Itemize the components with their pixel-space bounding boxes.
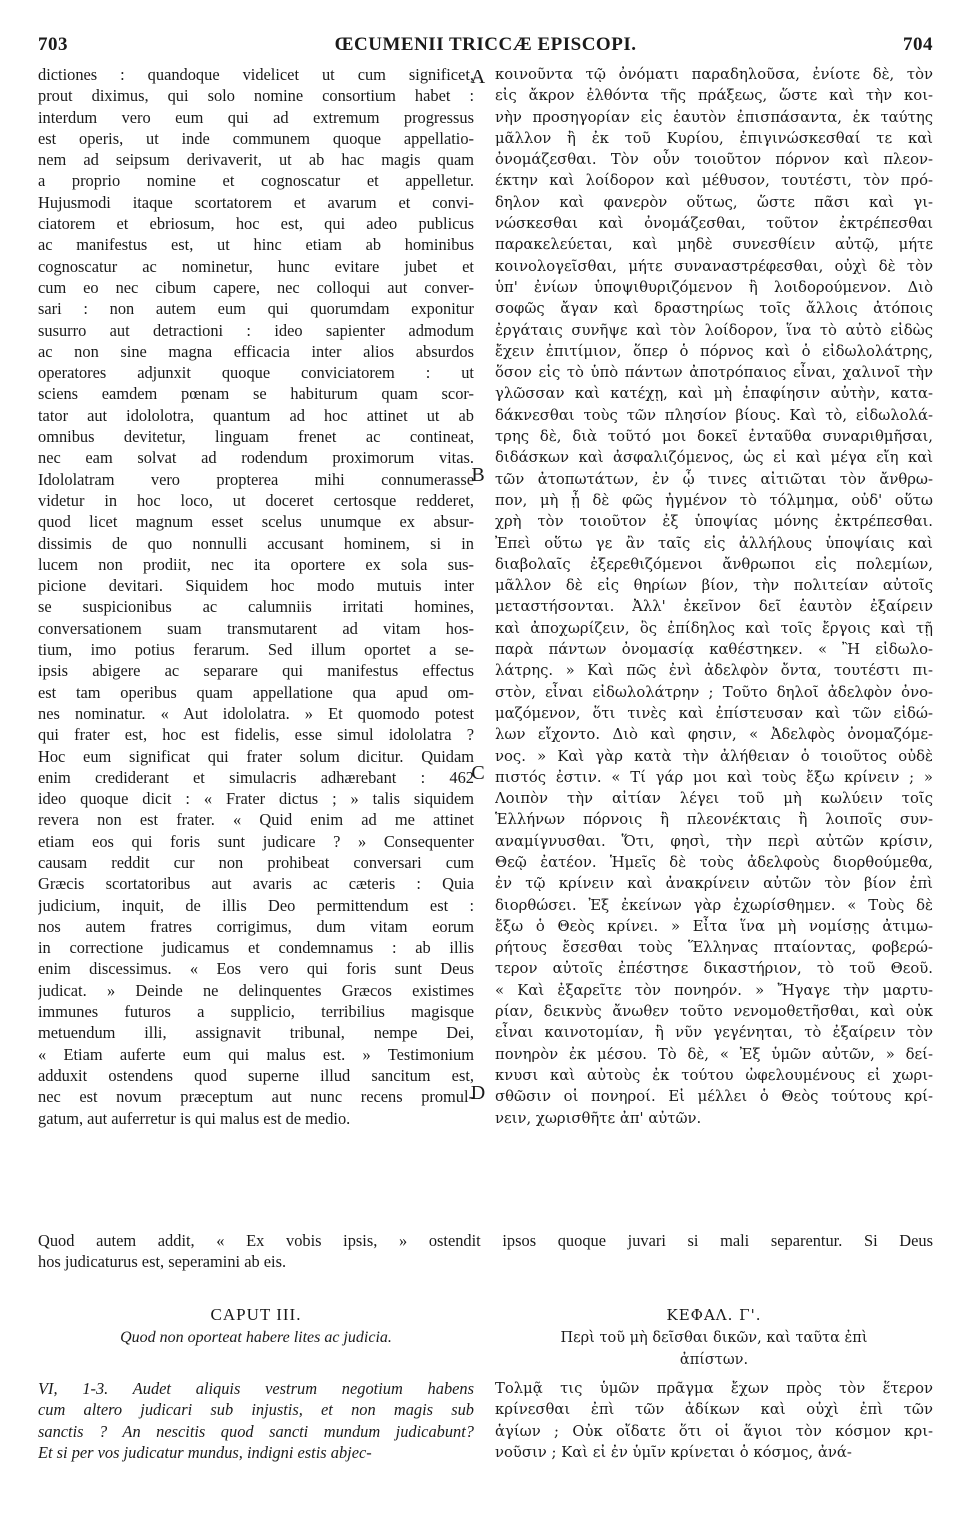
text-line: lucem non prodiit, nec ita oportere ex sola sus-: [38, 554, 474, 574]
text-line: Hujusmodi itaque scortatorem et avarum et convi-: [38, 192, 474, 212]
text-line: διαβολαῖς ἐξερεθιζόμενοι ἄνθρωποι εἰς πολεμίων,: [495, 555, 933, 573]
text-line: Idololatram vero propterea mihi connumerasse: [38, 469, 474, 489]
text-line: Θεῷ ἐατέον. Ἡμεῖς δὲ τοὺς ἀδελφοὺς διορθούμεθα,: [495, 853, 933, 871]
text-line: immunes futuros a supplicio, terribilius magisque: [38, 1002, 474, 1022]
text-line: νὴν προσηγορίαν εἰς ἑαυτὸν ἐπισπάσαντα, ἐκ ταύτης: [495, 108, 933, 126]
text-line: se suspicionibus ac calumniis irritati homines,: [38, 597, 474, 617]
text-line: conversationem suam transmutarent ad vitam hos-: [38, 618, 474, 638]
margin-marker-a: A: [470, 66, 486, 88]
text-line: γλῶσσαν καὶ κατέχῃ, καὶ μὴ ἐπαφίησιν αὐτὴν, κατα-: [495, 385, 933, 403]
text-line: ὅσον εἰς τὸ ὑπὸ πάντων ἀποτρόπαιος εἶναι, χαλινοῖ τὴν: [495, 364, 933, 382]
text-line: tium, imo potius ferarum. Sed illum oportet a se-: [38, 640, 474, 660]
text-line: ac manifestus est, ut hinc etiam ab hominibus: [38, 235, 474, 255]
text-line: cum altero judicari sub injustis, et non magis sub: [38, 1400, 474, 1420]
text-line: nec eam solvat ad rodendum proximorum vitas.: [38, 448, 474, 468]
text-line: ἐν τῷ κρίνειν καὶ ἀνακρίνειν αὐτῶν τὸν βίον ἐπὶ: [495, 875, 933, 893]
text-line: κνυσι καὶ αὐτοὺς ἐκ τούτου ὠφελουμένους εἰ χωρι-: [495, 1066, 933, 1084]
text-line: tator aut idololotra, quantum ad hoc attinet ut ab: [38, 405, 474, 425]
text-line: ipsis abigere ac separare qui manifestus effectus: [38, 661, 474, 681]
page-number-left: 703: [38, 34, 68, 55]
text-line: μᾶλλον δὲ εἰς θηρίων βίον, τὴν πολιτείαν αὐτοῖς: [495, 577, 933, 595]
text-line: νειν, χωρισθῆτε ἀπ' αὐτῶν.: [495, 1109, 702, 1127]
margin-marker-c: C: [471, 762, 485, 784]
text-line: dissimis de quo nonnulli accusant hominem, si in: [38, 533, 474, 553]
text-line: cognoscatur ac nominetur, hunc evitare jubet et: [38, 256, 474, 276]
chapter-heading-greek: [495, 1303, 933, 1371]
full-width-text: [38, 1230, 933, 1273]
text-line: sciens eamdem pœnam se habiturum quam scor-: [38, 384, 474, 404]
full-line: hos judicaturus est, seperamini ab eis.: [38, 1252, 287, 1272]
margin-marker-d: D: [470, 1082, 486, 1104]
text-line: cum eo nec cibum capere, nec colloqui aut conver-: [38, 277, 474, 297]
text-line: παρακελεύεται, καὶ μηδὲ συνεσθίειν αὐτῷ, μήτε: [495, 236, 933, 254]
chapter-text: [38, 1378, 933, 1463]
text-line: εἰς ἄκρον ἐλθόντα τῆς πράξεως, ὥστε καὶ τὴν κοι-: [495, 87, 933, 105]
text-line: ἁγίων ; Οὐκ οἴδατε ὅτι οἱ ἅγιοι τὸν κόσμον κρι-: [495, 1422, 933, 1440]
text-line: νος. » Καὶ γὰρ κατὰ τὴν ἀλήθειαν ὁ τοιοῦτος οὐδὲ: [495, 747, 933, 765]
text-line: πον, μὴ ᾖ δὲ φῶς ἠγμένον τὸ τόλμημα, οὐδ' οὕτω: [495, 491, 933, 509]
text-line: τῶν ἀτοπωτάτων, ἐν ᾧ τινες αἰτιῶται τὸν ἄνθρω-: [495, 470, 933, 488]
greek-column: [495, 64, 933, 1129]
text-line: ac non sine magna efficacia inter alios absurdos: [38, 341, 474, 361]
text-line: « Καὶ ἐξαρεῖτε τὸν πονηρόν. » Ἤγαγε τὴν μαρτυ-: [495, 981, 933, 999]
margin-marker-b: B: [471, 464, 485, 486]
text-line: κοινοῦντα τῷ ὀνόματι παραδηλοῦσα, ἐνίοτε δὲ, τὸν: [495, 66, 933, 83]
text-line: omnibus devitetur, linguam frenet ac contineat,: [38, 427, 474, 447]
text-line: « Etiam auferte eum qui malus est. » Testimonium: [38, 1044, 474, 1064]
text-line: revera non est frater. « Quid enim ad me attinet: [38, 810, 474, 830]
text-line: nem ad seipsum derivaverit, ut ab hac magis quam: [38, 150, 474, 170]
text-line: διδάσκων καὶ ἀσφαλιζόμενος, ὡς εἰ καὶ μέγα εἴη καὶ: [495, 449, 933, 467]
text-line: τρης δὲ, διὰ τοῦτό μοι δοκεῖ ἐνταῦθα συναριθμῆσαι,: [495, 428, 933, 446]
latin-column: [38, 64, 474, 1129]
text-line: Græcis scortatoribus aut avaris ac cæteris : Quia: [38, 874, 474, 894]
text-line: enim crediderant et simulacris adhærebant : 462: [38, 767, 474, 787]
text-line: judicium, inquit, de illis Deo permittendum est :: [38, 895, 474, 915]
chapter-subtitle-line: Περὶ τοῦ μὴ δεῖσθαι δικῶν, καὶ ταῦτα ἐπὶ: [560, 1330, 868, 1346]
text-line: adduxit ostendens quod superne illud sancitum est,: [38, 1065, 474, 1085]
text-line: enim discessimus. « Eos vero qui foris sunt Deus: [38, 959, 474, 979]
text-line: έκτην καὶ λοίδορον καὶ μέθυσον, τουτέστι, τὸν πρό-: [495, 172, 933, 190]
text-line: nes nominatur. « Aut idololatra. » Et quomodo potest: [38, 703, 474, 723]
text-line: σοφῶς ἄγαν καὶ δραστηρίως τοῖς ἄλλοις ἀτόποις: [495, 300, 933, 318]
text-line: παρὰ πάντων ὀνομασίᾳ καθέστηκεν. « Ἢ εἰδωλο-: [495, 641, 933, 659]
text-line: nec est novum præceptum aut nunc recens promul-: [38, 1087, 474, 1107]
text-line: ἔξω ὁ Θεὸς κρίνει. » Εἶτα ἵνα μὴ νομίσῃς ἀτιμω-: [495, 917, 933, 935]
text-line: Τολμᾷ τις ὑμῶν πρᾶγμα ἔχων πρὸς τὸν ἕτερον: [495, 1380, 933, 1397]
text-line: VI, 1-3. Audet aliquis vestrum negotium habens: [38, 1379, 474, 1398]
text-line: ἔχειν ἐπιτίμιον, ὅπερ ὁ πόρνος καὶ ὁ εἰδωλολάτρης,: [495, 342, 933, 360]
full-line: Quod autem addit, « Ex vobis ipsis, » ostendit ipsos quoque juvari si mali separentur. Si Deus: [38, 1231, 933, 1250]
greek-verse-column: [495, 1378, 933, 1463]
text-line: ἐργάταις συνῆψε καὶ τὸν λοίδορον, ἵνα τὸ αὐτὸ εἰδὼς: [495, 321, 933, 339]
latin-verse-column: [38, 1378, 474, 1463]
text-line: qui frater est, hoc est fidelis, esse simul idololatra ?: [38, 725, 474, 745]
chapter-heading-latin: [38, 1303, 474, 1349]
two-column-text: [38, 64, 933, 1129]
text-line: Ἐπεὶ οὕτω γε ἂν ταῖς εἰς ἀλλήλους ὑποψίαις καὶ: [495, 534, 933, 552]
text-line: gatum, aut auferretur is qui malus est de medio.: [38, 1108, 351, 1128]
running-title: ŒCUMENII TRICCÆ EPISCOPI.: [334, 34, 637, 55]
text-line: in correctione judicamus et condemnamus : ab illis: [38, 938, 474, 958]
text-line: δάκνεσθαι τοὺς τῶν πλησίον βίους. Καὶ τὸ, εἰδωλολά-: [495, 406, 933, 424]
text-line: Λοιπὸν τὴν αἰτίαν λέγει τοῦ μὴ κωλύειν τοῖς: [495, 790, 933, 808]
text-line: ciatorem et ebriosum, hoc est, qui adeo publicus: [38, 214, 474, 234]
text-line: λάτρης. » Καὶ πῶς ἐνὶ ἀδελφὸν ὄντα, τουτέστι πι-: [495, 662, 933, 680]
text-line: μᾶλλον ἢ ἐκ τοῦ Κυρίου, ἐπιγινώσκεσθαί τε καὶ: [495, 129, 933, 147]
text-line: picione devitari. Siquidem hoc modo mutuis inter: [38, 576, 474, 596]
text-line: interdum vero eum qui ad extremum progressus: [38, 107, 474, 127]
text-line: διορθώσει. Ἐξ ἐκείνων γὰρ ἐχωρίσθημεν. « Τοὺς δὲ: [495, 896, 933, 914]
text-line: σθῶσιν οἱ πονηροί. Εἰ μέλλει ὁ Θεὸς τούτους κρί-: [495, 1088, 933, 1106]
text-line: ὑπ' ἐνίων ὑποψιθυριζόμενον ἢ λοιδορούμενον. Διὸ: [495, 278, 933, 296]
text-line: est tam operibus quam appellatione qua apud om-: [38, 682, 474, 702]
text-line: etiam eos qui foris sunt judicare ? » Consequenter: [38, 831, 474, 851]
text-line: πιστός ἐστιν. « Τί γάρ μοι καὶ τοὺς ἔξω κρίνειν ; »: [495, 768, 933, 786]
text-line: λων εἴχοντο. Διὸ καὶ φησιν, « Ἀδελφὸς ὀνομαζόμε-: [495, 726, 933, 744]
text-line: αναμίγνυσθαι. Ὅτι, φησὶ, τὴν περὶ αὐτῶν κρίσιν,: [495, 832, 933, 850]
text-line: Hoc eum significat qui frater solum dicitur. Quidam: [38, 746, 474, 766]
text-line: susurro aut detractioni : ideo sapienter admodum: [38, 320, 474, 340]
chapter-title: CAPUT III.: [210, 1305, 302, 1324]
text-line: νώσκεσθαι καὶ ὀνομάζεσθαι, τοῦτον ἐκτρέπεσθαι: [495, 215, 933, 233]
text-line: ρίαν, δεικνὺς ἄνωθεν τοῦτο νενομοθετῆσθαι, καὶ οὐκ: [495, 1003, 933, 1021]
text-line: a proprio nomine et cognoscatur et appelletur.: [38, 171, 474, 191]
text-line: Et si per vos judicatur mundus, indigni estis abjec-: [38, 1442, 372, 1462]
text-line: judicat. » Deinde ne delinquentes Græcos existimes: [38, 980, 474, 1000]
text-line: nos autem fratres corrigimus, dum vitam eorum: [38, 916, 474, 936]
text-line: δηλον καὶ φανερὸν οὕτως, ὥστε πᾶσι καὶ γι-: [495, 193, 933, 211]
text-line: metuendum illi, assignavit tribunal, nempe Dei,: [38, 1023, 474, 1043]
text-line: πονηρὸν ἐκ μέσου. Τὸ δὲ, « Ἐξ ὑμῶν αὐτῶν, » δεί-: [495, 1045, 933, 1063]
text-line: ideo quoque dicit : « Frater dictus ; » talis siquidem: [38, 789, 474, 809]
page-number-right: 704: [903, 34, 933, 55]
text-line: quod licet magnum esset scelus unumque ex absur-: [38, 512, 474, 532]
text-line: εἶναι καινοτομίαν, ἢ νῦν γεγένηται, τὸ ἐξαίρειν τὸν: [495, 1024, 933, 1042]
text-line: dictiones : quandoque videlicet ut cum significet,: [38, 65, 474, 84]
text-line: καὶ ἀποχωρίζειν, ὃς ἐπίδηλος καὶ τοῖς ἔργοις καὶ τῇ: [495, 619, 933, 637]
text-line: prout diximus, qui solo nomine consortium habet :: [38, 86, 474, 106]
text-line: κρίνεσθαι ἐπὶ τῶν ἀδίκων καὶ οὐχὶ ἐπὶ τῶν: [495, 1401, 933, 1419]
text-line: κοινολογεῖσθαι, μήτε συναναστρέφεσθαι, οὐχὶ δὲ τὸν: [495, 257, 933, 275]
text-line: ὀνομάζεσθαι. Τὸν οὖν τοιοῦτον πόρνον καὶ πλεον-: [495, 151, 933, 169]
text-line: χρὴ τὸν τοιοῦτον ἐξ ὑποψίας μόνης ἐκτρέπεσθαι.: [495, 513, 933, 531]
text-line: νοῦσιν ; Καὶ εἰ ἐν ὑμῖν κρίνεται ὁ κόσμος, ἀνά-: [495, 1443, 852, 1461]
text-line: Ἑλλήνων πόρνοις ἢ πλεονέκταις ἢ λοιποῖς συν-: [495, 811, 933, 829]
chapter-subtitle: Quod non oporteat habere lites ac judicia.: [120, 1329, 392, 1346]
text-line: est operis, ut inde communem quoque appellatio-: [38, 128, 474, 148]
text-line: sari : non autem eum qui quorumdam exponitur: [38, 299, 474, 319]
text-line: ρήτους ἔσεσθαι τοὺς Ἕλληνας πταίοντας, φοβερώ-: [495, 939, 933, 957]
text-line: μεταστήσονται. Ἀλλ' ἐκεῖνον δεῖ ἑαυτὸν ἐξαίρειν: [495, 598, 933, 616]
chapter-subtitle-line: ἀπίστων.: [679, 1352, 749, 1368]
text-line: causam reddit cur non prohibeat conversari cum: [38, 852, 474, 872]
text-line: τερον αὐτοῖς ἐπέστησε δικαστήριον, τὸ τοῦ Θεοῦ.: [495, 960, 933, 978]
text-line: videtur in hoc loco, ut doceret certosque redderet,: [38, 490, 474, 510]
text-line: sanctis ? An nescitis quod sancti mundum judicabunt?: [38, 1421, 474, 1441]
text-line: operatores adjunxit quoque conviciatorem : ut: [38, 363, 474, 383]
text-line: στὸν, εἶναι εἰδωλολάτρην ; Τοῦτο δηλοῖ ἀδελφὸν ὀνο-: [495, 683, 933, 701]
chapter-title: ΚΕΦΑΛ. Γ'.: [666, 1306, 762, 1324]
text-line: μαζόμενον, ὅτι τινὲς καὶ ἐπίστευσαν καὶ τῶν εἰδώ-: [495, 704, 933, 722]
page-header: [38, 34, 933, 60]
